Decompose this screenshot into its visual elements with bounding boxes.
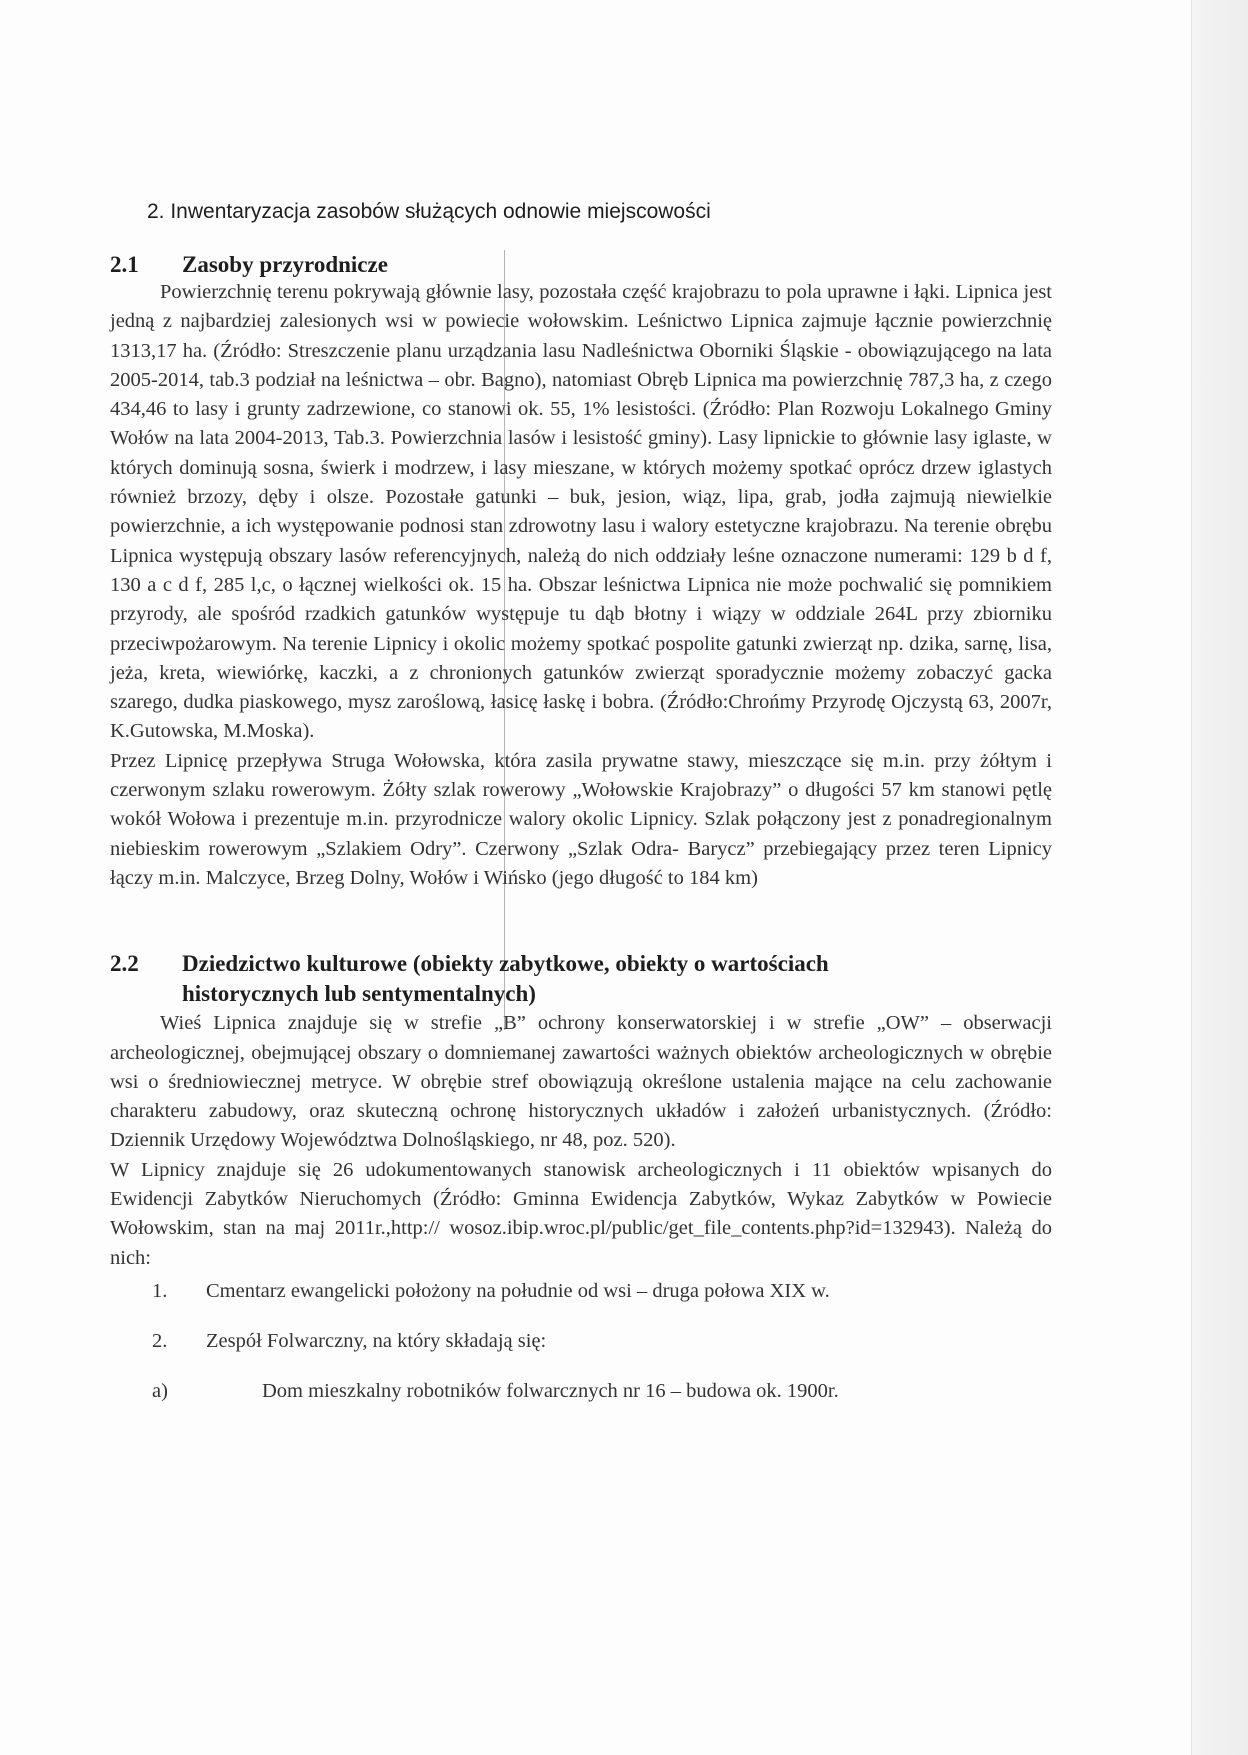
list-item [110, 1327, 1052, 1356]
sub-list-item-text: Dom mieszkalny robotników folwarcznych nr 16 – budowa ok. 1900r. [262, 1379, 839, 1402]
section-number: 2.2 [110, 951, 139, 977]
list-item [110, 1277, 1052, 1306]
list-item-text: Zespół Folwarczny, na który składają się: [206, 1329, 547, 1352]
sub-list-item [110, 1377, 1052, 1406]
list-item-text: Cmentarz ewangelicki położony na południe od wsi – druga połowa XIX w. [206, 1279, 830, 1302]
chapter-heading: 2. Inwentaryzacja zasobów służących odnowie miejscowości [147, 200, 711, 223]
page-edge-shadow [1191, 0, 1248, 1755]
section-2-2-paragraph-1: Wieś Lipnica znajduje się w strefie „B” ochrony konserwatorskiej i w strefie „OW” – obserwacji archeologicznej, obejmującej obszary o domniemanej zawartości ważnych obiektów archeologicznych w obrębie wsi o średniowiecznej metryce. W obrębie stref obowiązują określone ustalenia mające na celu zachowanie charakteru zabudowy, oraz skuteczną ochronę historycznych układów i założeń urbanistycznych. (Źródło: Dziennik Urzędowy Województwa Dolnośląskiego, nr 48, poz. 520). [110, 1012, 1052, 1152]
list-marker: 1. [152, 1279, 168, 1302]
section-title [182, 949, 829, 1009]
section-heading-2-2 [110, 949, 1052, 1009]
document-body [110, 200, 1052, 1427]
section-2-1-paragraph-2: Przez Lipnicę przepływa Struga Wołowska, która zasila prywatne stawy, mieszczące się m.in. przy żółtym i czerwonym szlaku rowerowym. Żółty szlak rowerowy „Wołowskie Krajobrazy” o długości 57 km stanowi pętlę wokół Wołowa i prezentuje m.in. przyrodnicze walory okolic Lipnicy. Szlak połączony jest z ponadregionalnym niebieskim rowerowym „Szlakiem Odry”. Czerwony „Szlak Odra- Barycz” przebiegający przez teren Lipnicy łączy m.in. Malczyce, Brzeg Dolny, Wołów i Wińsko (jego długość to 184 km) [110, 749, 1052, 889]
sub-list-marker: a) [152, 1379, 168, 1402]
list-marker: 2. [152, 1329, 168, 1352]
section-title: Zasoby przyrodnicze [182, 252, 388, 277]
section-heading-2-1 [110, 252, 1052, 278]
section-2-1-paragraph-1: Powierzchnię terenu pokrywają głównie lasy, pozostała część krajobrazu to pola uprawne i łąki. Lipnica jest jedną z najbardziej zalesionych wsi w powiecie wołowskim. Leśnictwo Lipnica zajmuje łącznie powierzchnię 1313,17 ha. (Źródło: Streszczenie planu urządzania lasu Nadleśnictwa Oborniki Śląskie - obowiązującego na lata 2005-2014, tab.3 podział na leśnictwa – obr. Bagno), natomiast Obręb Lipnica ma powierzchnię 787,3 ha, z czego 434,46 to lasy i grunty zadrzewione, co stanowi ok. 55, 1% lesistości. (Źródło: Plan Rozwoju Lokalnego Gminy Wołów na lata 2004-2013, Tab.3. Powierzchnia lasów i lesistość gminy). Lasy lipnickie to głównie lasy iglaste, w których dominują sosna, świerk i modrzew, i lasy mieszane, w których możemy spotkać oprócz drzew iglastych również brzozy, dęby i olsze. Pozostałe gatunki – buk, jesion, wiąz, lipa, grab, jodła zajmują niewielkie powierzchnie, a ich występowanie podnosi stan zdrowotny lasu i walory estetyczne krajobrazu. Na terenie obrębu Lipnica występują obszary lasów referencyjnych, należą do nich oddziały leśne oznaczone numerami: 129 b d f, 130 a c d f, 285 l,c, o łącznej wielkości ok. 15 ha. Obszar leśnictwa Lipnica nie może pochwalić się pomnikiem przyrody, ale spośród rzadkich gatunków występuje tu dąb błotny i wiązy w oddziale 264L przy zbiorniku przeciwpożarowym. Na terenie Lipnicy i okolic możemy spotkać pospolite gatunki zwierząt np. dzika, sarnę, lisa, jeża, kreta, wiewiórkę, kaczki, a z chronionych gatunków zwierząt sporadycznie możemy zobaczyć gacka szarego, dudka piaskowego, mysz zaroślową, łasicę łaskę i bobra. (Źródło:Chrońmy Przyrodę Ojczystą 63, 2007r, K.Gutowska, M.Moska). [110, 281, 1052, 743]
section-title-line-2: historycznych lub sentymentalnych) [182, 981, 536, 1007]
section-title-line-1: Dziedzictwo kulturowe (obiekty zabytkowe, obiekty o wartościach [182, 951, 829, 977]
section-2-2-paragraph-2: W Lipnicy znajduje się 26 udokumentowanych stanowisk archeologicznych i 11 obiektów wpisanych do Ewidencji Zabytków Nieruchomych (Źródło: Gminna Ewidencja Zabytków, Wykaz Zabytków w Powiecie Wołowskim, stan na maj 2011r.,http:// wosoz.ibip.wroc.pl/public/get_file_contents.php?id=132943). Należą do nich: [110, 1158, 1052, 1269]
section-number: 2.1 [110, 252, 139, 277]
monument-list [110, 1277, 1052, 1406]
